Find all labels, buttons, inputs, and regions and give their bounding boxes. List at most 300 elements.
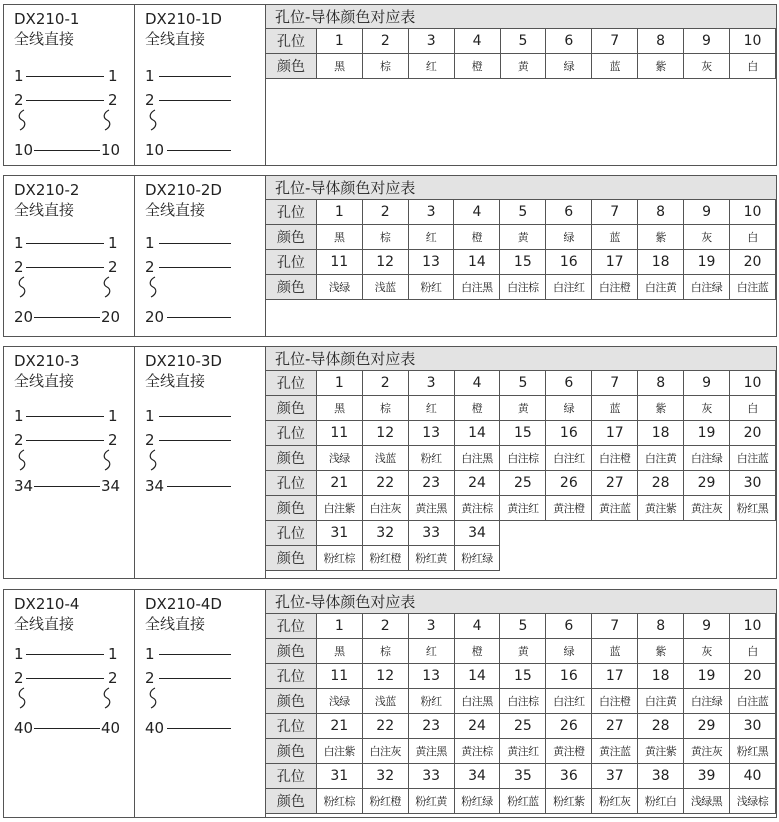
hole-number: 36 [546,764,592,789]
empty-cell [638,546,684,571]
hole-row [266,29,776,54]
hole-number: 8 [638,29,684,54]
wire-color: 白注黄 [638,689,684,714]
wire-color: 绿 [546,225,592,250]
hole-number: 17 [592,421,638,446]
model-number: DX210-2 [14,181,80,199]
color-row [266,496,776,521]
straight-wiring-diagram [4,176,135,336]
wire-color: 黄注紫 [638,496,684,521]
hole-row [266,714,776,739]
wire-color: 灰 [684,225,730,250]
break-symbol-icon [148,276,158,298]
pin-label-left: 10 [145,141,165,159]
wire-line [145,258,255,276]
wire-line [145,431,255,449]
pin-label-right: 2 [108,669,118,687]
color-label: 颜色 [266,446,316,471]
wire-color: 橙 [454,639,500,664]
wire-color: 白注绿 [684,275,730,300]
wire-color: 浅蓝 [362,689,408,714]
wire-color: 粉红紫 [546,789,592,814]
table-title: 孔位-导体颜色对应表 [266,590,776,614]
wire-color: 粉红绿 [454,789,500,814]
hole-number: 9 [684,614,730,639]
wire-color: 黄注棕 [454,739,500,764]
wire-stroke [159,678,231,679]
hole-color-table [266,29,776,79]
wire-color: 粉红棕 [316,789,362,814]
wire-stroke [26,267,104,268]
hole-number: 40 [730,764,776,789]
wire-stroke [34,317,100,318]
straight-wiring-diagram [4,590,135,817]
wire-color: 白注蓝 [730,689,776,714]
hole-label: 孔位 [266,421,316,446]
wire-line [14,67,124,85]
hole-number: 3 [408,200,454,225]
hole-label: 孔位 [266,471,316,496]
wire-color: 黄注棕 [454,496,500,521]
wiring-block-3 [3,346,777,579]
straight-wiring-diagram [4,347,135,578]
wire-line [145,645,255,663]
color-row [266,546,776,571]
empty-cell [546,521,592,546]
hole-number: 4 [454,614,500,639]
wire-color: 白注蓝 [729,275,775,300]
wire-line [145,308,255,326]
wire-line [145,669,255,687]
hole-number: 38 [638,764,684,789]
hole-number: 13 [408,664,454,689]
wire-stroke [26,440,104,441]
hole-row [266,664,776,689]
hole-number: 1 [316,29,362,54]
wiring-block-4 [3,589,777,818]
wire-stroke [26,100,104,101]
wire-color: 绿 [546,54,592,79]
hole-number: 11 [316,421,362,446]
wire-color: 紫 [638,396,684,421]
wiring-type-label: 全线直接 [14,201,75,219]
hole-number: 2 [362,200,408,225]
wire-color: 浅蓝 [362,275,408,300]
color-row [266,789,776,814]
wire-color: 白注绿 [684,446,730,471]
table-title: 孔位-导体颜色对应表 [266,347,776,371]
pin-label-right: 34 [101,477,121,495]
empty-cell [546,546,592,571]
wire-color: 红 [408,225,454,250]
wire-color: 红 [408,639,454,664]
hole-number: 4 [454,371,500,396]
pin-label-left: 2 [14,669,24,687]
hole-number: 19 [684,664,730,689]
pin-label-right: 1 [108,645,118,663]
hole-number: 2 [362,29,408,54]
pin-label-left: 2 [145,258,155,276]
wire-line [14,308,124,326]
pin-label-right: 2 [108,91,118,109]
hole-number: 23 [408,471,454,496]
wire-line [14,477,124,495]
hole-number: 11 [316,664,362,689]
wire-color: 黄注橙 [546,496,592,521]
wire-line [145,67,255,85]
hole-number: 33 [408,521,454,546]
pin-label-left: 1 [145,645,155,663]
color-label: 颜色 [266,789,316,814]
wire-color: 粉红橙 [362,546,408,571]
break-symbol-icon [148,449,158,471]
hole-number: 21 [316,714,362,739]
wire-color: 棕 [362,54,408,79]
color-label: 颜色 [266,275,316,300]
wire-color: 粉红 [408,446,454,471]
wire-line [14,407,124,425]
hole-number: 12 [362,250,408,275]
wire-color: 蓝 [592,396,638,421]
hole-number: 12 [362,664,408,689]
hole-number: 8 [638,614,684,639]
hole-number: 7 [592,200,638,225]
hole-row [266,614,776,639]
wire-color: 白 [730,396,776,421]
hole-number: 3 [408,371,454,396]
hole-number: 26 [546,471,592,496]
color-label: 颜色 [266,689,316,714]
empty-cell [684,521,730,546]
hole-number: 24 [454,471,500,496]
hole-number: 10 [730,371,776,396]
wiring-block-2 [3,175,777,337]
wire-stroke [167,150,231,151]
wire-color: 白注棕 [500,689,546,714]
wire-line [14,91,124,109]
wire-line [145,719,255,737]
wire-color: 黄 [500,225,546,250]
hole-number: 3 [408,29,454,54]
hole-row [266,421,776,446]
color-label: 颜色 [266,225,316,250]
wire-color: 浅绿棕 [730,789,776,814]
hole-label: 孔位 [266,614,316,639]
break-symbol-icon [148,687,158,709]
hole-number: 7 [592,29,638,54]
hole-number: 12 [362,421,408,446]
wire-color: 粉红绿 [454,546,500,571]
hole-number: 30 [730,471,776,496]
pin-label-left: 2 [14,91,24,109]
wire-stroke [26,243,104,244]
hole-number: 33 [408,764,454,789]
wire-stroke [159,100,231,101]
wire-color: 粉红黑 [730,739,776,764]
pin-label-left: 2 [145,431,155,449]
wire-color: 浅蓝 [362,446,408,471]
pin-label-left: 2 [14,258,24,276]
d-variant-wiring-diagram [135,5,266,165]
hole-number: 28 [638,714,684,739]
wire-stroke [159,440,231,441]
hole-number: 3 [408,614,454,639]
empty-cell [730,521,776,546]
wire-color: 红 [408,396,454,421]
break-symbol-icon [102,449,112,471]
hole-row [266,250,776,275]
hole-label: 孔位 [266,764,316,789]
color-row [266,639,776,664]
hole-number: 13 [408,250,454,275]
wire-color: 橙 [454,54,500,79]
hole-number: 16 [546,250,592,275]
pin-label-left: 1 [14,67,24,85]
d-variant-wiring-diagram [135,590,266,817]
color-label: 颜色 [266,739,316,764]
hole-row [266,471,776,496]
pin-label-left: 1 [14,234,24,252]
break-symbol-icon [17,109,27,131]
hole-number: 14 [454,250,500,275]
hole-number: 30 [730,714,776,739]
wire-color: 黄注蓝 [592,739,638,764]
color-row [266,739,776,764]
wiring-type-label: 全线直接 [145,372,206,390]
hole-number: 5 [500,200,546,225]
model-number-d: DX210-4D [145,595,222,613]
wire-color: 白注黄 [638,275,684,300]
hole-number: 31 [316,764,362,789]
wire-color: 紫 [638,54,684,79]
hole-number: 26 [546,714,592,739]
hole-row [266,764,776,789]
wire-color: 黄注红 [500,739,546,764]
wire-stroke [34,486,100,487]
color-label: 颜色 [266,54,316,79]
hole-number: 10 [730,614,776,639]
hole-label: 孔位 [266,714,316,739]
wire-line [14,645,124,663]
wire-color: 黑 [316,396,362,421]
wire-color: 白注红 [546,689,592,714]
empty-cell [638,521,684,546]
color-label: 颜色 [266,496,316,521]
wiring-type-label: 全线直接 [145,201,206,219]
color-row [266,54,776,79]
color-table-area [266,347,776,578]
empty-cell [500,546,546,571]
wire-color: 白注橙 [592,689,638,714]
pin-label-left: 1 [145,67,155,85]
hole-row [266,371,776,396]
hole-label: 孔位 [266,664,316,689]
hole-number: 15 [500,421,546,446]
model-number-d: DX210-2D [145,181,222,199]
wire-color: 粉红 [408,689,454,714]
pin-label-right: 20 [101,308,121,326]
wiring-type-label: 全线直接 [145,615,206,633]
hole-number: 13 [408,421,454,446]
wire-line [145,234,255,252]
hole-number: 21 [316,471,362,496]
hole-number: 2 [362,614,408,639]
wire-color: 白注黑 [454,689,500,714]
pin-label-left: 2 [145,669,155,687]
hole-number: 18 [638,250,684,275]
wire-color: 灰 [684,54,730,79]
hole-number: 1 [316,371,362,396]
wire-color: 灰 [684,396,730,421]
break-symbol-icon [148,109,158,131]
model-number: DX210-4 [14,595,80,613]
hole-number: 24 [454,714,500,739]
wire-stroke [159,243,231,244]
table-title: 孔位-导体颜色对应表 [266,176,776,200]
pin-label-left: 10 [14,141,34,159]
hole-number: 8 [638,371,684,396]
hole-label: 孔位 [266,250,316,275]
wire-color: 白注紫 [316,496,362,521]
wire-line [14,669,124,687]
wire-line [145,141,255,159]
wire-color: 橙 [454,396,500,421]
pin-label-left: 20 [145,308,165,326]
hole-number: 14 [454,664,500,689]
hole-number: 7 [592,371,638,396]
wire-color: 灰 [684,639,730,664]
pin-label-right: 40 [101,719,121,737]
hole-color-table [266,200,776,300]
wire-color: 黄注紫 [638,739,684,764]
hole-number: 16 [546,421,592,446]
hole-row [266,521,776,546]
wire-stroke [159,76,231,77]
wire-line [14,719,124,737]
wire-line [14,258,124,276]
wiring-type-label: 全线直接 [145,30,206,48]
wire-stroke [167,486,231,487]
hole-number: 9 [684,371,730,396]
hole-number: 25 [500,714,546,739]
pin-label-right: 1 [108,67,118,85]
hole-number: 17 [592,250,638,275]
hole-color-table [266,614,776,814]
wire-stroke [159,416,231,417]
wire-color: 白 [729,54,775,79]
break-symbol-icon [102,109,112,131]
hole-number: 39 [684,764,730,789]
wire-color: 粉红橙 [362,789,408,814]
hole-number: 6 [546,200,592,225]
wire-color: 黄 [500,54,546,79]
wire-line [145,91,255,109]
color-table-area [266,5,776,165]
pin-label-left: 40 [14,719,34,737]
pin-label-left: 20 [14,308,34,326]
wire-color: 橙 [454,225,500,250]
wire-color: 蓝 [592,225,638,250]
wire-color: 黄 [500,639,546,664]
pin-label-left: 40 [145,719,165,737]
hole-number: 7 [592,614,638,639]
pin-label-left: 2 [145,91,155,109]
color-label: 颜色 [266,396,316,421]
color-row [266,446,776,471]
color-row [266,275,776,300]
wire-color: 黄注红 [500,496,546,521]
hole-number: 27 [592,471,638,496]
hole-number: 20 [730,664,776,689]
hole-number: 1 [316,200,362,225]
wire-stroke [167,728,231,729]
wire-color: 白注棕 [500,275,546,300]
wire-color: 绿 [546,396,592,421]
wire-color: 白注橙 [592,446,638,471]
pin-label-right: 2 [108,258,118,276]
hole-number: 4 [454,29,500,54]
pin-label-left: 1 [14,645,24,663]
wire-color: 黄 [500,396,546,421]
color-table-area [266,590,776,817]
straight-wiring-diagram [4,5,135,165]
wiring-block-1 [3,4,777,166]
wire-color: 棕 [362,639,408,664]
hole-label: 孔位 [266,29,316,54]
hole-number: 22 [362,471,408,496]
wire-color: 白注灰 [362,496,408,521]
hole-number: 11 [316,250,362,275]
pin-label-left: 2 [14,431,24,449]
pin-label-left: 34 [14,477,34,495]
break-symbol-icon [102,687,112,709]
empty-cell [730,546,776,571]
hole-number: 20 [729,250,775,275]
hole-number: 5 [500,614,546,639]
wire-stroke [159,267,231,268]
wire-color: 白注红 [546,275,592,300]
wire-color: 紫 [638,639,684,664]
wire-stroke [167,317,231,318]
pin-label-left: 1 [145,234,155,252]
model-number: DX210-3 [14,352,80,370]
wire-color: 浅绿 [316,689,362,714]
hole-label: 孔位 [266,371,316,396]
hole-number: 34 [454,764,500,789]
pin-label-right: 1 [108,407,118,425]
hole-number: 8 [638,200,684,225]
hole-number: 29 [684,471,730,496]
wire-color: 黑 [316,54,362,79]
color-table-area [266,176,776,336]
color-label: 颜色 [266,639,316,664]
wire-stroke [26,654,104,655]
wiring-type-label: 全线直接 [14,372,75,390]
hole-number: 32 [362,521,408,546]
color-row [266,225,776,250]
wire-line [14,234,124,252]
wire-color: 粉红白 [638,789,684,814]
color-row [266,689,776,714]
pin-label-right: 1 [108,234,118,252]
wire-color: 粉红黄 [408,789,454,814]
wire-color: 黄注黑 [408,739,454,764]
hole-number: 9 [684,200,730,225]
hole-color-table [266,371,776,571]
hole-number: 29 [684,714,730,739]
hole-number: 19 [684,250,730,275]
hole-number: 23 [408,714,454,739]
